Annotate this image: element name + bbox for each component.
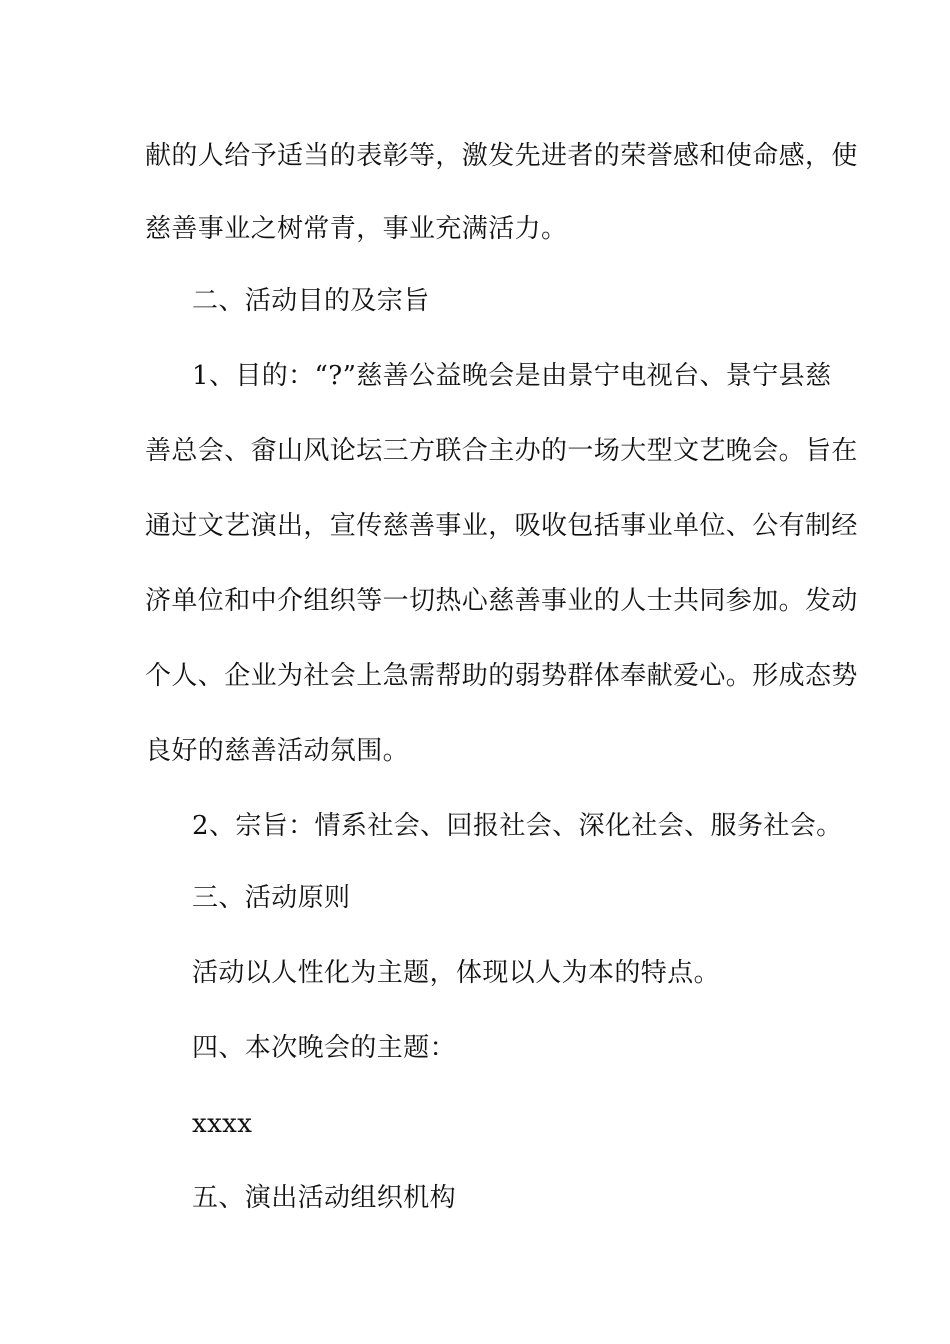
paragraph-line: 慈善事业之树常青，事业充满活力。 — [145, 214, 568, 244]
paragraph-line: 献的人给予适当的表彰等，激发先进者的荣誉感和使命感，使 — [145, 141, 858, 171]
paragraph-line: 良好的慈善活动氛围。 — [145, 736, 410, 766]
section-heading: 二、活动目的及宗旨 — [192, 286, 430, 316]
paragraph-line: 善总会、畲山风论坛三方联合主办的一场大型文艺晚会。旨在 — [145, 436, 858, 466]
paragraph-line: xxxx — [192, 1109, 253, 1139]
paragraph-line: 1、目的：“?”慈善公益晚会是由景宁电视台、景宁县慈 — [192, 361, 832, 391]
section-heading: 三、活动原则 — [192, 883, 351, 913]
paragraph-line: 2、宗旨：情系社会、回报社会、深化社会、服务社会。 — [192, 811, 843, 841]
paragraph-line: 济单位和中介组织等一切热心慈善事业的人士共同参加。发动 — [145, 586, 858, 616]
paragraph-line: 活动以人性化为主题，体现以人为本的特点。 — [192, 958, 721, 988]
section-heading: 五、演出活动组织机构 — [192, 1183, 457, 1213]
paragraph-line: 个人、企业为社会上急需帮助的弱势群体奉献爱心。形成态势 — [145, 661, 858, 691]
paragraph-line: 通过文艺演出，宣传慈善事业，吸收包括事业单位、公有制经 — [145, 511, 858, 541]
section-heading: 四、本次晚会的主题： — [192, 1033, 457, 1063]
